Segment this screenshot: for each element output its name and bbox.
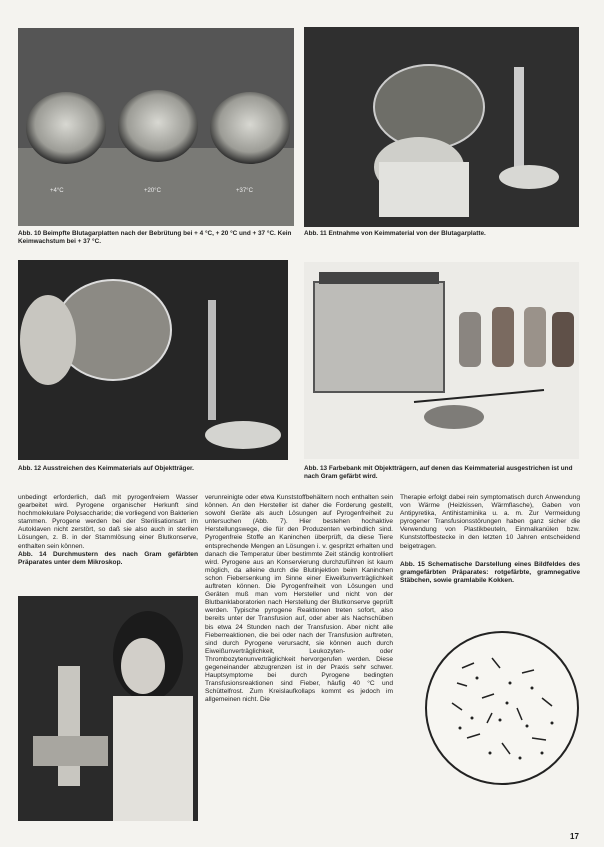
figure-10-photo xyxy=(18,28,294,226)
staining-bench-illustration xyxy=(304,262,579,459)
plate-label-1: +4°C xyxy=(50,188,64,194)
plate-label-2: +20°C xyxy=(144,188,161,194)
figure-13-photo xyxy=(304,262,579,459)
figure-11-photo xyxy=(304,27,579,227)
microscope-illustration xyxy=(18,596,198,821)
gram-stain-field-illustration xyxy=(422,628,582,788)
figure-15-diagram xyxy=(422,628,582,788)
figure-14-photo xyxy=(18,596,198,821)
plate-4c xyxy=(26,92,106,164)
figure-12-caption: Abb. 12 Ausstreichen des Keimmaterials auf Objektträger. xyxy=(18,465,194,472)
figure-11-caption: Abb. 11 Entnahme von Keimmaterial von der Blutagarplatte. xyxy=(304,230,486,237)
text-column-1 xyxy=(18,494,198,567)
figure-12-photo xyxy=(18,260,288,460)
petri-dishes-illustration xyxy=(18,28,294,226)
figure-10-caption: Abb. 10 Beimpfte Blutagarplatten nach der Bebrütung bei + 4 °C, + 20 °C und + 37 °C. Kein Keimwachstum bei + 37 °C. xyxy=(18,230,292,245)
plate-37c xyxy=(210,92,290,164)
column-1-text: unbedingt erforderlich, daß mit pyrogenfreiem Wasser gearbeitet wird. Pyrogene organischer Herkunft sind hochmolekulare Polysaccharide; die vorliegend von Bakterien stammen. Pyrogene werden bei der Sterilisationsart im Autoklaven nicht zerstört, so daß sie also auch in sterilen Lösungen, z. B. in der Stammlösung einer Blutkonserve, enthalten sein können. xyxy=(18,494,198,550)
figure-15-caption: Abb. 15 Schematische Darstellung eines Bildfeldes des gramgefärbten Präparates: rotgefärbte, gramnegative Stäbchen, sowie gramlabile Kokken. xyxy=(400,560,580,584)
figure-14-caption: Abb. 14 Durchmustern des nach Gram gefärbten Präparates unter dem Mikroskop. xyxy=(18,550,198,566)
text-column-2 xyxy=(205,494,393,704)
streaking-illustration xyxy=(18,260,288,460)
plate-label-3: +37°C xyxy=(236,188,253,194)
column-2-text: verunreinigte oder etwa Kunststoffbehältern noch enthalten sein können. An den Hersteller ist daher die Forderung gestellt, sowohl Geräte als auch Lösungen auf Pyrogenfreiheit zu untersuchen (Abb. 7). Hier bestehen hochaktive Herstellungswege, die für den Produzenten verbindlich sind. Pyrogenfreie Stoffe an Kaninchen überprüft, da diese Tiere entsprechende Mengen an Lösungen i. v. gespritzt erhalten und danach die Temperatur über bestimmte Zeit ständig kontrolliert wird. Pyrogene aus an Konservierung durchzuführen ist kaum möglich, da alleine durch die Blutinjektion beim Kaninchen schon Fiebersenkung im Sinne einer Eiweißunverträglichkeit auftreten können. Die Pyrogenfreiheit von Lösungen und Geräten muß man vom Hersteller und nicht von der Blutbanklaboratorien nach Herstellung der Blutkonserve geprüft werden. Typische pyrogene Reaktionen treten sofort, also bereits unter der Transfusion auf, oder aber als Nachschüben bis etwa 24 Stunden nach der Transfusion. Aber nicht alle Fieberreaktionen, die bei oder nach der Transfusion auftreten, sind durch Pyrogene verursacht, sie können auch durch Eiweißunverträglichkeit, Leukozyten- oder Thrombozytenunverträglichkeit hervorgerufen werden. Diese gegeneinander abzugrenzen ist in der Praxis sehr schwer. Hauptsymptome bei durch Pyrogene bedingten Transfusionsreaktionen sind Fieber, häufig 40 °C und Schüttelfrost. Zum Kreislaufkollaps kommt es jedoch im allgemeinen nicht. Die xyxy=(205,494,393,704)
plate-20c xyxy=(118,90,198,162)
lab-scene-illustration xyxy=(304,27,579,227)
page-number: 17 xyxy=(570,832,579,841)
column-3-text: Therapie erfolgt dabei rein symptomatisch durch Anwendung von Wärme (Heizkissen, Wärmflasche), Gaben von Antipyretika, Antihistaminika u. a. m. Zur Vermeidung pyrogener Transfusionsstörungen haben ganz sicher die Verwendung von Plastikbeuteln, Einmalkanülen bzw. Kunststoffbestecke in den letzten 10 Jahren entscheidend beigetragen. xyxy=(400,494,580,550)
text-column-3 xyxy=(400,494,580,585)
figure-13-caption: Abb. 13 Farbebank mit Objektträgern, auf denen das Keimmaterial ausgestrichen ist und nach Gram gefärbt wird. xyxy=(304,465,573,480)
